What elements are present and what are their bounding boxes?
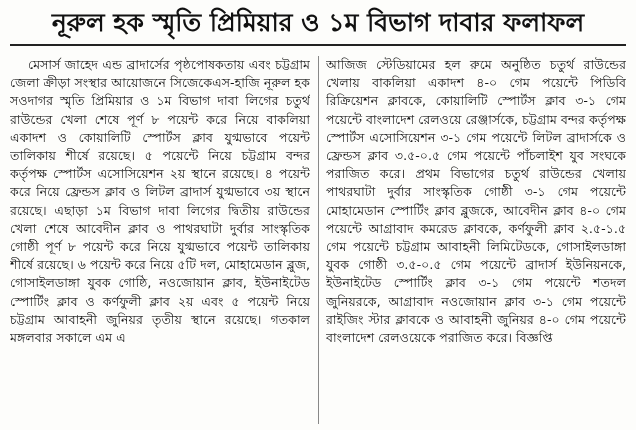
column-left [10, 56, 310, 424]
article-body [10, 56, 626, 424]
headline: নূরুল হক স্মৃতি প্রিমিয়ার ও ১ম বিভাগ দাবার ফলাফল [10, 6, 626, 46]
column-divider [318, 56, 319, 424]
column-right [326, 56, 626, 424]
column-right-text: আজিজ স্টেডিয়ামের হল রুমে অনুষ্ঠিত চতুর্থ রাউন্ডের খেলায় বাকলিয়া একাদশ ৪-০ গেম পয়েন্টে পিডিবি রিক্রিয়েশন ক্লাবকে, কোয়ালিটি স্পোর্টস ক্লাব ৩-১ গেম পয়েন্টে বাংলাদেশ রেলওয়ে রেঞ্জার্সকে, চট্টগ্রাম বন্দর কর্তৃপক্ষ স্পোর্টস এসোসিয়েশন ৩-১ গেম পয়েন্টে লিটল ব্রাদার্সকে ও ফ্রেন্ডস ক্লাব ৩.৫-০.৫ গেম পয়েন্টে পাঁচলাইশ যুব সংঘকে পরাজিত করে। প্রথম বিভাগের চতুর্থ রাউন্ডের খেলায় পাথরঘাটা দুর্বার সাংস্কৃতিক গোষ্ঠী ৩-১ গেম পয়েন্টে মোহামেডান স্পোর্টিং ক্লাব ব্লুজকে, আবেদীন ক্লাব ৪-০ গেম পয়েন্টে আগ্রাবাদ কমরেড ক্লাবকে, কর্ণফুলী ক্লাব ২.৫-১.৫ গেম পয়েন্টে চট্টগ্রাম আবাহনী লিমিটেডকে, গোসাইলডাঙ্গা যুবক গোষ্ঠী ৩.৫-০.৫ গেম পয়েন্টে ব্রাদার্স ইউনিয়নকে, ইউনাইটেড স্পোর্টিং ক্লাব ৩-১ গেম পয়েন্টে শতদল জুনিয়রকে, আগ্রাবাদ নওজোয়ান ক্লাব ৩-১ গেম পয়েন্টে রাইজিং স্টার ক্লাবকে ও আবাহনী জুনিয়র ৪-০ গেম পয়েন্টে বাংলাদেশ রেলওয়েকে পরাজিত করে। বিজ্ঞপ্তি [326, 57, 626, 346]
column-left-text: মেসার্স জাহেদ এন্ড ব্রাদার্সের পৃষ্ঠপোষকতায় এবং চট্টগ্রাম জেলা ক্রীড়া সংস্থার আয়োজনে সিজেকেএস-হাজি নূরুল হক সওদাগর স্মৃতি প্রিমিয়ার ও ১ম বিভাগ দাবা লিগের চতুর্থ রাউন্ডের খেলা শেষে পূর্ণ ৮ পয়েন্ট করে নিয়ে বাকলিয়া একাদশ ও কোয়ালিটি স্পোর্টস ক্লাব যুগ্মভাবে পয়েন্ট তালিকায় শীর্ষে রয়েছে। ৫ পয়েন্টে নিয়ে চট্টগ্রাম বন্দর কর্তৃপক্ষ স্পোর্টস এসোসিয়েশন ২য় স্থানে রয়েছে। ৪ পয়েন্ট করে নিয়ে ফ্রেন্ডস ক্লাব ও লিটল ব্রাদার্স যুগ্মভাবে ৩য় স্থানে রয়েছে। এছাড়া ১ম বিভাগ দাবা লিগের দ্বিতীয় রাউন্ডের খেলা শেষে আবেদীন ক্লাব ও পাথরঘাটা দুর্বার সাংস্কৃতিক গোষ্ঠী পূর্ণ ৮ পয়েন্ট করে নিয়ে যুগ্মভাবে পয়েন্ট তালিকায় শীর্ষে রয়েছে। ৬ পয়েন্ট করে নিয়ে ৫টি দল, মোহামেডান ব্লুজ, গোসাইলডাঙ্গা যুবক গোষ্ঠি, নওজোয়ান ক্লাব, ইউনাইটেড স্পোর্টিং ক্লাব ও কর্ণফুলী ক্লাব ২য় এবং ৫ পয়েন্ট নিয়ে চট্টগ্রাম আবাহনী জুনিয়র তৃতীয় স্থানে রয়েছে। গতকাল মঙ্গলবার সকালে এম এ [10, 57, 310, 346]
